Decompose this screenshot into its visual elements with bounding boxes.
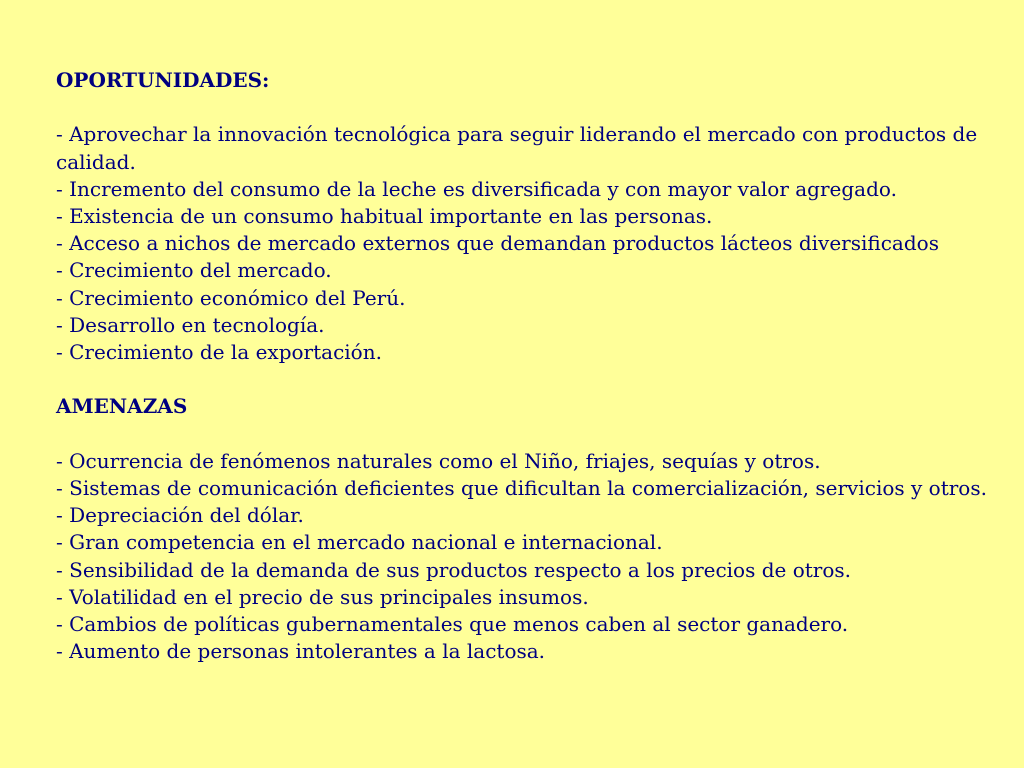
amenaza-item-1: - Ocurrencia de fenómenos naturales como el Niño, friajes, sequías y otros. [56, 448, 821, 473]
slide-text-block [56, 67, 996, 665]
oportunidad-item-1: - Aprovechar la innovación tecnológica para seguir liderando el mercado con productos de calidad. [56, 122, 978, 174]
oportunidad-item-7: - Desarrollo en tecnología. [56, 312, 325, 337]
amenaza-item-2: - Sistemas de comunicación deficientes que dificultan la comercialización, servicios y otros. [56, 476, 987, 500]
amenaza-item-5: - Sensibilidad de la demanda de sus productos respecto a los precios de otros. [56, 557, 852, 582]
amenaza-item-3: - Depreciación del dólar. [56, 503, 304, 528]
oportunidad-item-6: - Crecimiento económico del Perú. [56, 285, 406, 310]
amenaza-item-4: - Gran competencia en el mercado nacional e internacional. [56, 530, 663, 555]
amenaza-item-6: - Volatilidad en el precio de sus principales insumos. [56, 584, 589, 609]
amenaza-item-7: - Cambios de políticas gubernamentales que menos caben al sector ganadero. [56, 612, 849, 637]
section-spacer [56, 366, 996, 393]
amenaza-item-8: - Aumento de personas intolerantes a la lactosa. [56, 639, 546, 664]
oportunidades-heading: OPORTUNIDADES: [56, 68, 270, 92]
oportunidad-item-2: - Incremento del consumo de la leche es diversificada y con mayor valor agregado. [56, 176, 897, 201]
oportunidad-item-5: - Crecimiento del mercado. [56, 258, 332, 283]
amenazas-heading: AMENAZAS [56, 394, 188, 419]
section-spacer [56, 94, 996, 121]
oportunidad-item-4: - Acceso a nichos de mercado externos que demandan productos lácteos diversificados [56, 231, 939, 256]
oportunidad-item-3: - Existencia de un consumo habitual importante en las personas. [56, 204, 713, 228]
oportunidad-item-8: - Crecimiento de la exportación. [56, 340, 382, 365]
section-spacer [56, 421, 996, 448]
